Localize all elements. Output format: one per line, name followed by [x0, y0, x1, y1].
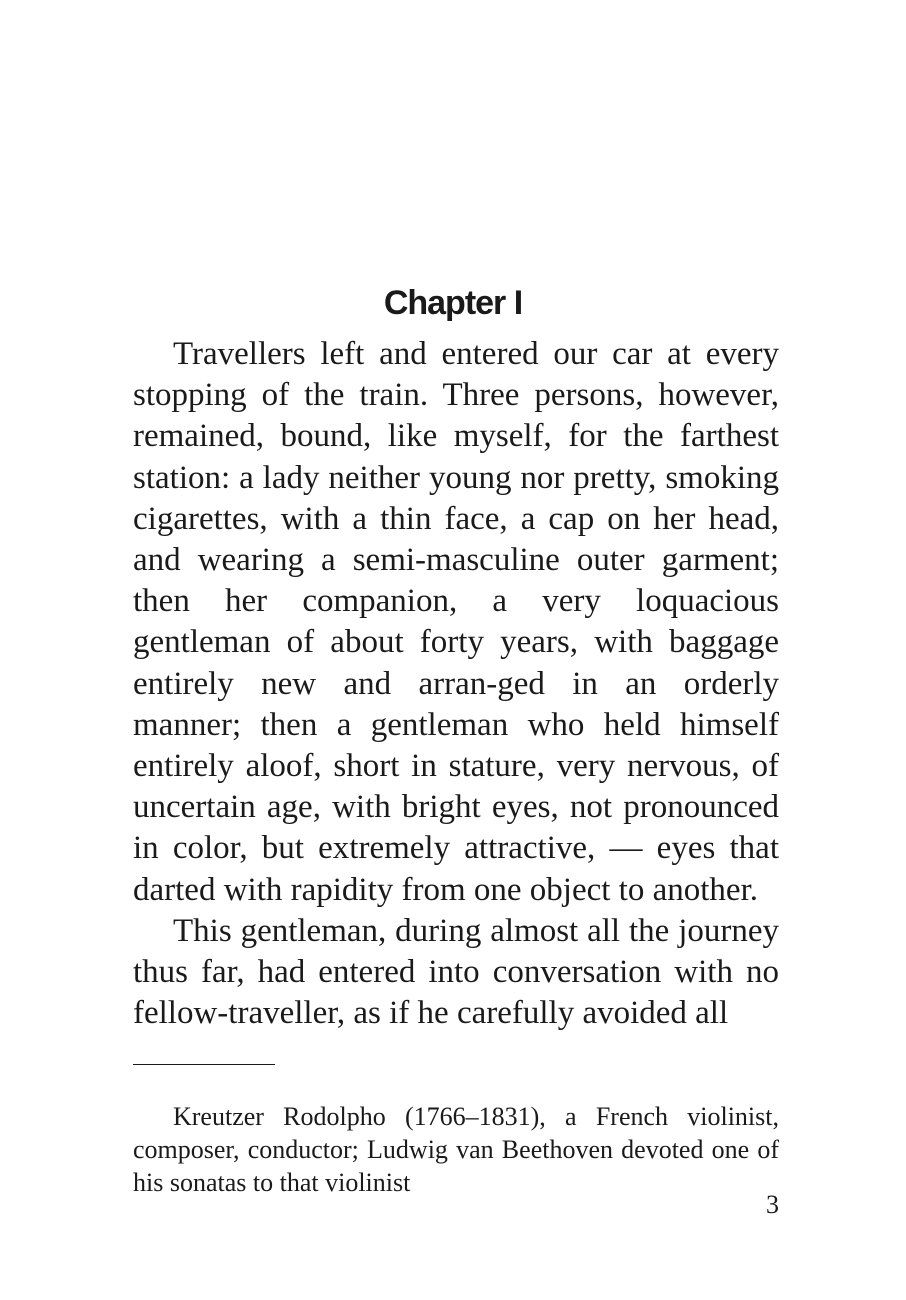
body-text — [133, 334, 779, 1034]
footnote: Kreutzer Rodolpho (1766–1831), a French violinist, composer, conductor; Ludwig van Beethoven devoted one of his sonatas to that violinist — [133, 1102, 779, 1197]
chapter-title: Chapter I — [383, 283, 523, 322]
page-number: 3 — [766, 1190, 779, 1219]
footnote-divider — [133, 1064, 275, 1065]
paragraph-1: Travellers left and entered our car at every stopping of the train. Three persons, however, remained, bound, like myself, for the farthest station: a lady neither young nor pretty, smoking cigarettes, with a thin face, a cap on her head, and wearing a semi-masculine outer garment; then her companion, a very loquacious gentleman of about forty years, with baggage entirely new and arran-ged in an orderly manner; then a gentleman who held himself entirely aloof, short in stature, very nervous, of uncertain age, with bright eyes, not pronounced in color, but extremely attractive, — eyes that darted with rapidity from one object to another. — [133, 336, 779, 908]
paragraph-2: This gentleman, during almost all the journey thus far, had entered into conversation with no fellow-traveller, as if he carefully avoided all — [133, 912, 779, 1032]
